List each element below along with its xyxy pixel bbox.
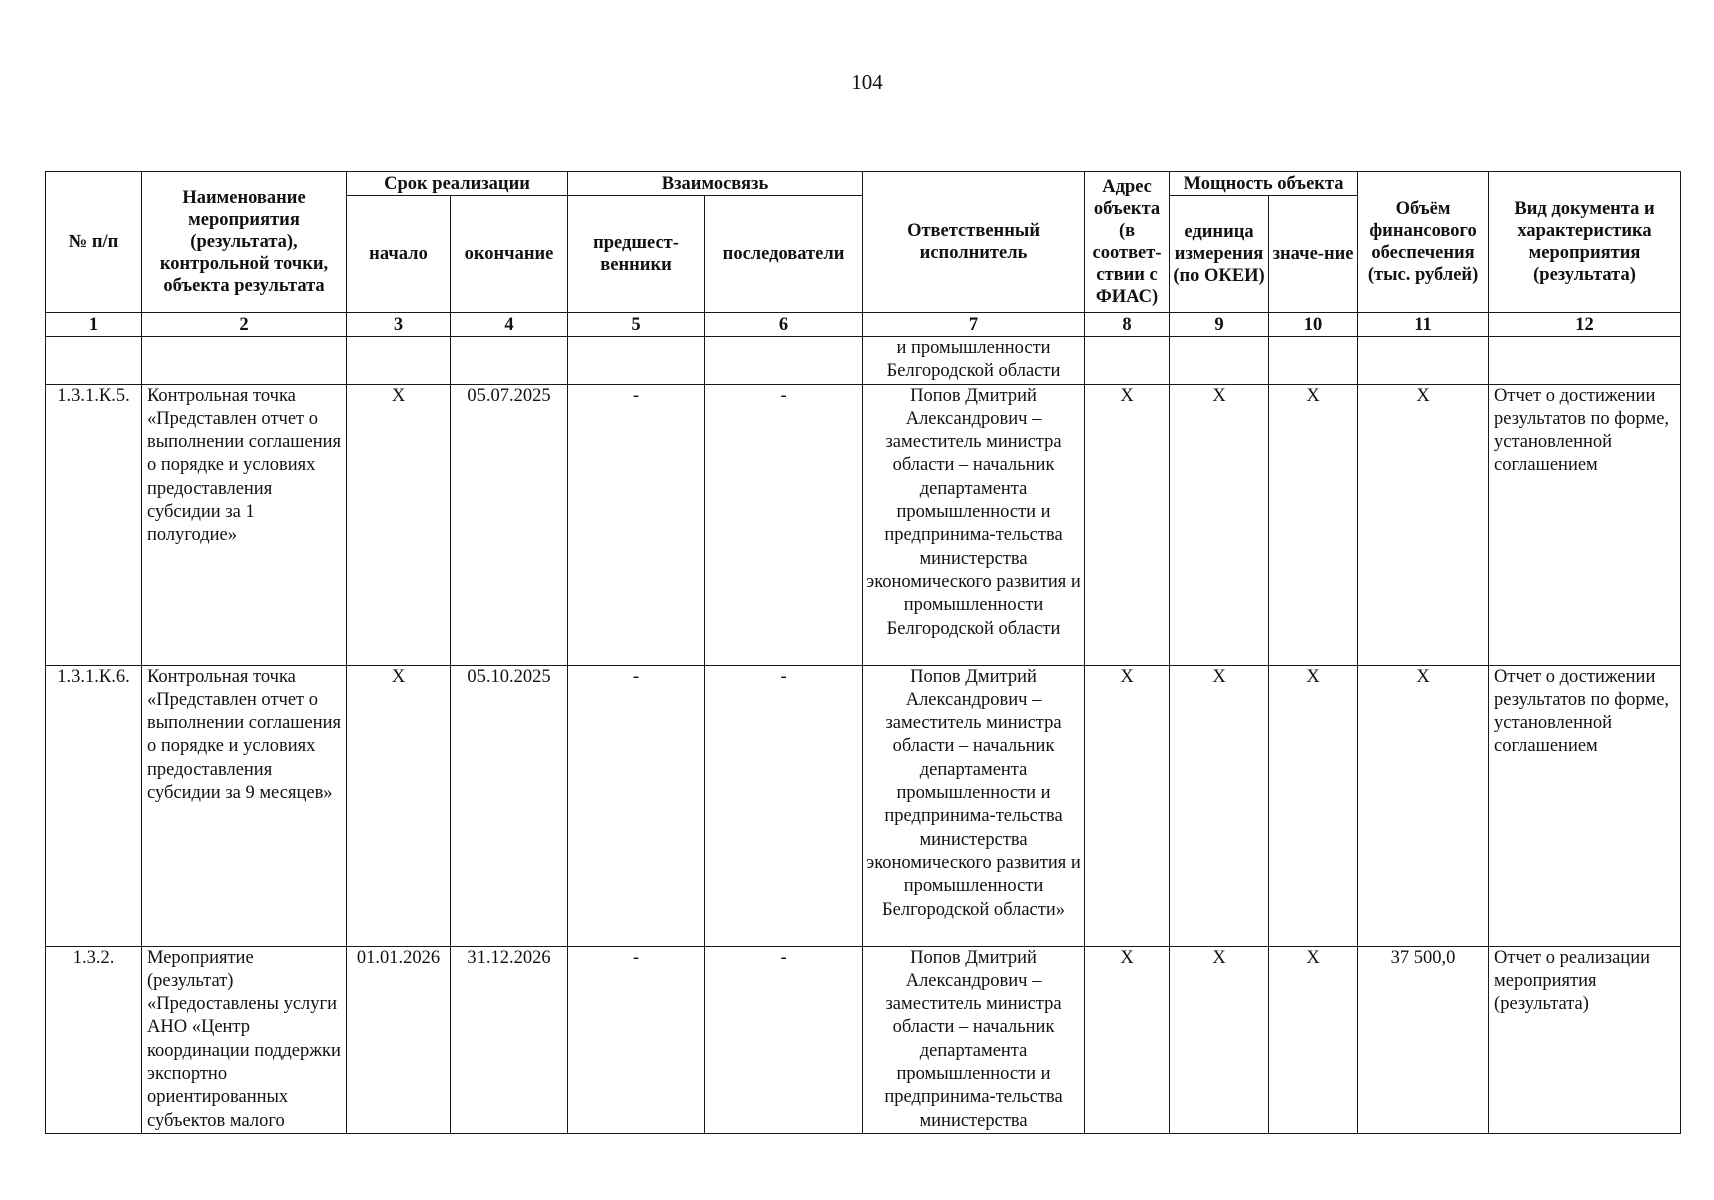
cell-responsible: Попов Дмитрий Александрович – заместитель министра области – начальник департамента промышленности и предпринима-тельства министерства экономического развития и промышленности Белгородской области»	[863, 665, 1085, 946]
column-number: 6	[705, 313, 863, 337]
cell-predecessors: -	[568, 946, 705, 1133]
cell-predecessors: -	[568, 665, 705, 946]
column-number: 4	[451, 313, 568, 337]
column-number: 8	[1085, 313, 1170, 337]
cell-end: 05.07.2025	[451, 384, 568, 665]
column-number: 1	[46, 313, 142, 337]
header-predecessors: предшест-венники	[568, 196, 705, 313]
column-number: 10	[1269, 313, 1358, 337]
cell-unit: X	[1170, 665, 1269, 946]
cell-finance: 37 500,0	[1358, 946, 1489, 1133]
cell-successors: -	[705, 384, 863, 665]
header-term-group: Срок реализации	[347, 172, 568, 196]
cell-address: X	[1085, 665, 1170, 946]
cell-end: 05.10.2025	[451, 665, 568, 946]
table-row	[46, 665, 1681, 946]
column-number: 7	[863, 313, 1085, 337]
header-successors: последователи	[705, 196, 863, 313]
header-responsible: Ответственный исполнитель	[863, 172, 1085, 313]
cell-value: X	[1269, 946, 1358, 1133]
plan-table	[45, 171, 1681, 1134]
page-number: 104	[851, 70, 883, 94]
cell-successors: -	[705, 946, 863, 1133]
header-value: значе-ние	[1269, 196, 1358, 313]
header-power-group: Мощность объекта	[1170, 172, 1358, 196]
column-number: 11	[1358, 313, 1489, 337]
cell-predecessors: -	[568, 384, 705, 665]
cell-num: 1.3.2.	[46, 946, 142, 1133]
table-row	[46, 384, 1681, 665]
table-row-continuation	[46, 337, 1681, 385]
column-number: 3	[347, 313, 451, 337]
cell-num: 1.3.1.К.6.	[46, 665, 142, 946]
cell-name: Контрольная точка «Представлен отчет о выполнении соглашения о порядке и условиях предоставления субсидии за 1 полугодие»	[142, 384, 347, 665]
header-address: Адрес объекта (в соответ-ствии с ФИАС)	[1085, 172, 1170, 313]
cell-value: X	[1269, 665, 1358, 946]
cell-finance: X	[1358, 384, 1489, 665]
cell-address: X	[1085, 946, 1170, 1133]
cell-document: Отчет о достижении результатов по форме, установленной соглашением	[1489, 665, 1681, 946]
cell-num: 1.3.1.К.5.	[46, 384, 142, 665]
header-link-group: Взаимосвязь	[568, 172, 863, 196]
cell-name: Контрольная точка «Представлен отчет о выполнении соглашения о порядке и условиях предоставления субсидии за 9 месяцев»	[142, 665, 347, 946]
header-unit: единица измерения (по ОКЕИ)	[1170, 196, 1269, 313]
cell-start: 01.01.2026	[347, 946, 451, 1133]
cell-responsible: Попов Дмитрий Александрович – заместитель министра области – начальник департамента промышленности и предпринима-тельства министерства	[863, 946, 1085, 1133]
column-number: 9	[1170, 313, 1269, 337]
cell-unit: X	[1170, 946, 1269, 1133]
column-number: 5	[568, 313, 705, 337]
column-number: 2	[142, 313, 347, 337]
header-end: окончание	[451, 196, 568, 313]
cell-start: X	[347, 665, 451, 946]
cell-responsible: и промышленности Белгородской области	[863, 337, 1085, 385]
cell-document: Отчет о достижении результатов по форме, установленной соглашением	[1489, 384, 1681, 665]
table-row	[46, 946, 1681, 1133]
cell-value: X	[1269, 384, 1358, 665]
cell-name: Мероприятие (результат) «Предоставлены услуги АНО «Центр координации поддержки экспортно ориентированных субъектов малого	[142, 946, 347, 1133]
cell-successors: -	[705, 665, 863, 946]
header-start: начало	[347, 196, 451, 313]
cell-end: 31.12.2026	[451, 946, 568, 1133]
header-document: Вид документа и характеристика мероприятия (результата)	[1489, 172, 1681, 313]
header-num: № п/п	[46, 172, 142, 313]
cell-address: X	[1085, 384, 1170, 665]
cell-unit: X	[1170, 384, 1269, 665]
cell-start: X	[347, 384, 451, 665]
cell-responsible: Попов Дмитрий Александрович – заместитель министра области – начальник департамента промышленности и предпринима-тельства министерства экономического развития и промышленности Белгородской области	[863, 384, 1085, 665]
cell-document: Отчет о реализации мероприятия (результата)	[1489, 946, 1681, 1133]
header-finance: Объём финансового обеспечения (тыс. рублей)	[1358, 172, 1489, 313]
header-name: Наименование мероприятия (результата), контрольной точки, объекта результата	[142, 172, 347, 313]
cell-finance: X	[1358, 665, 1489, 946]
column-number: 12	[1489, 313, 1681, 337]
